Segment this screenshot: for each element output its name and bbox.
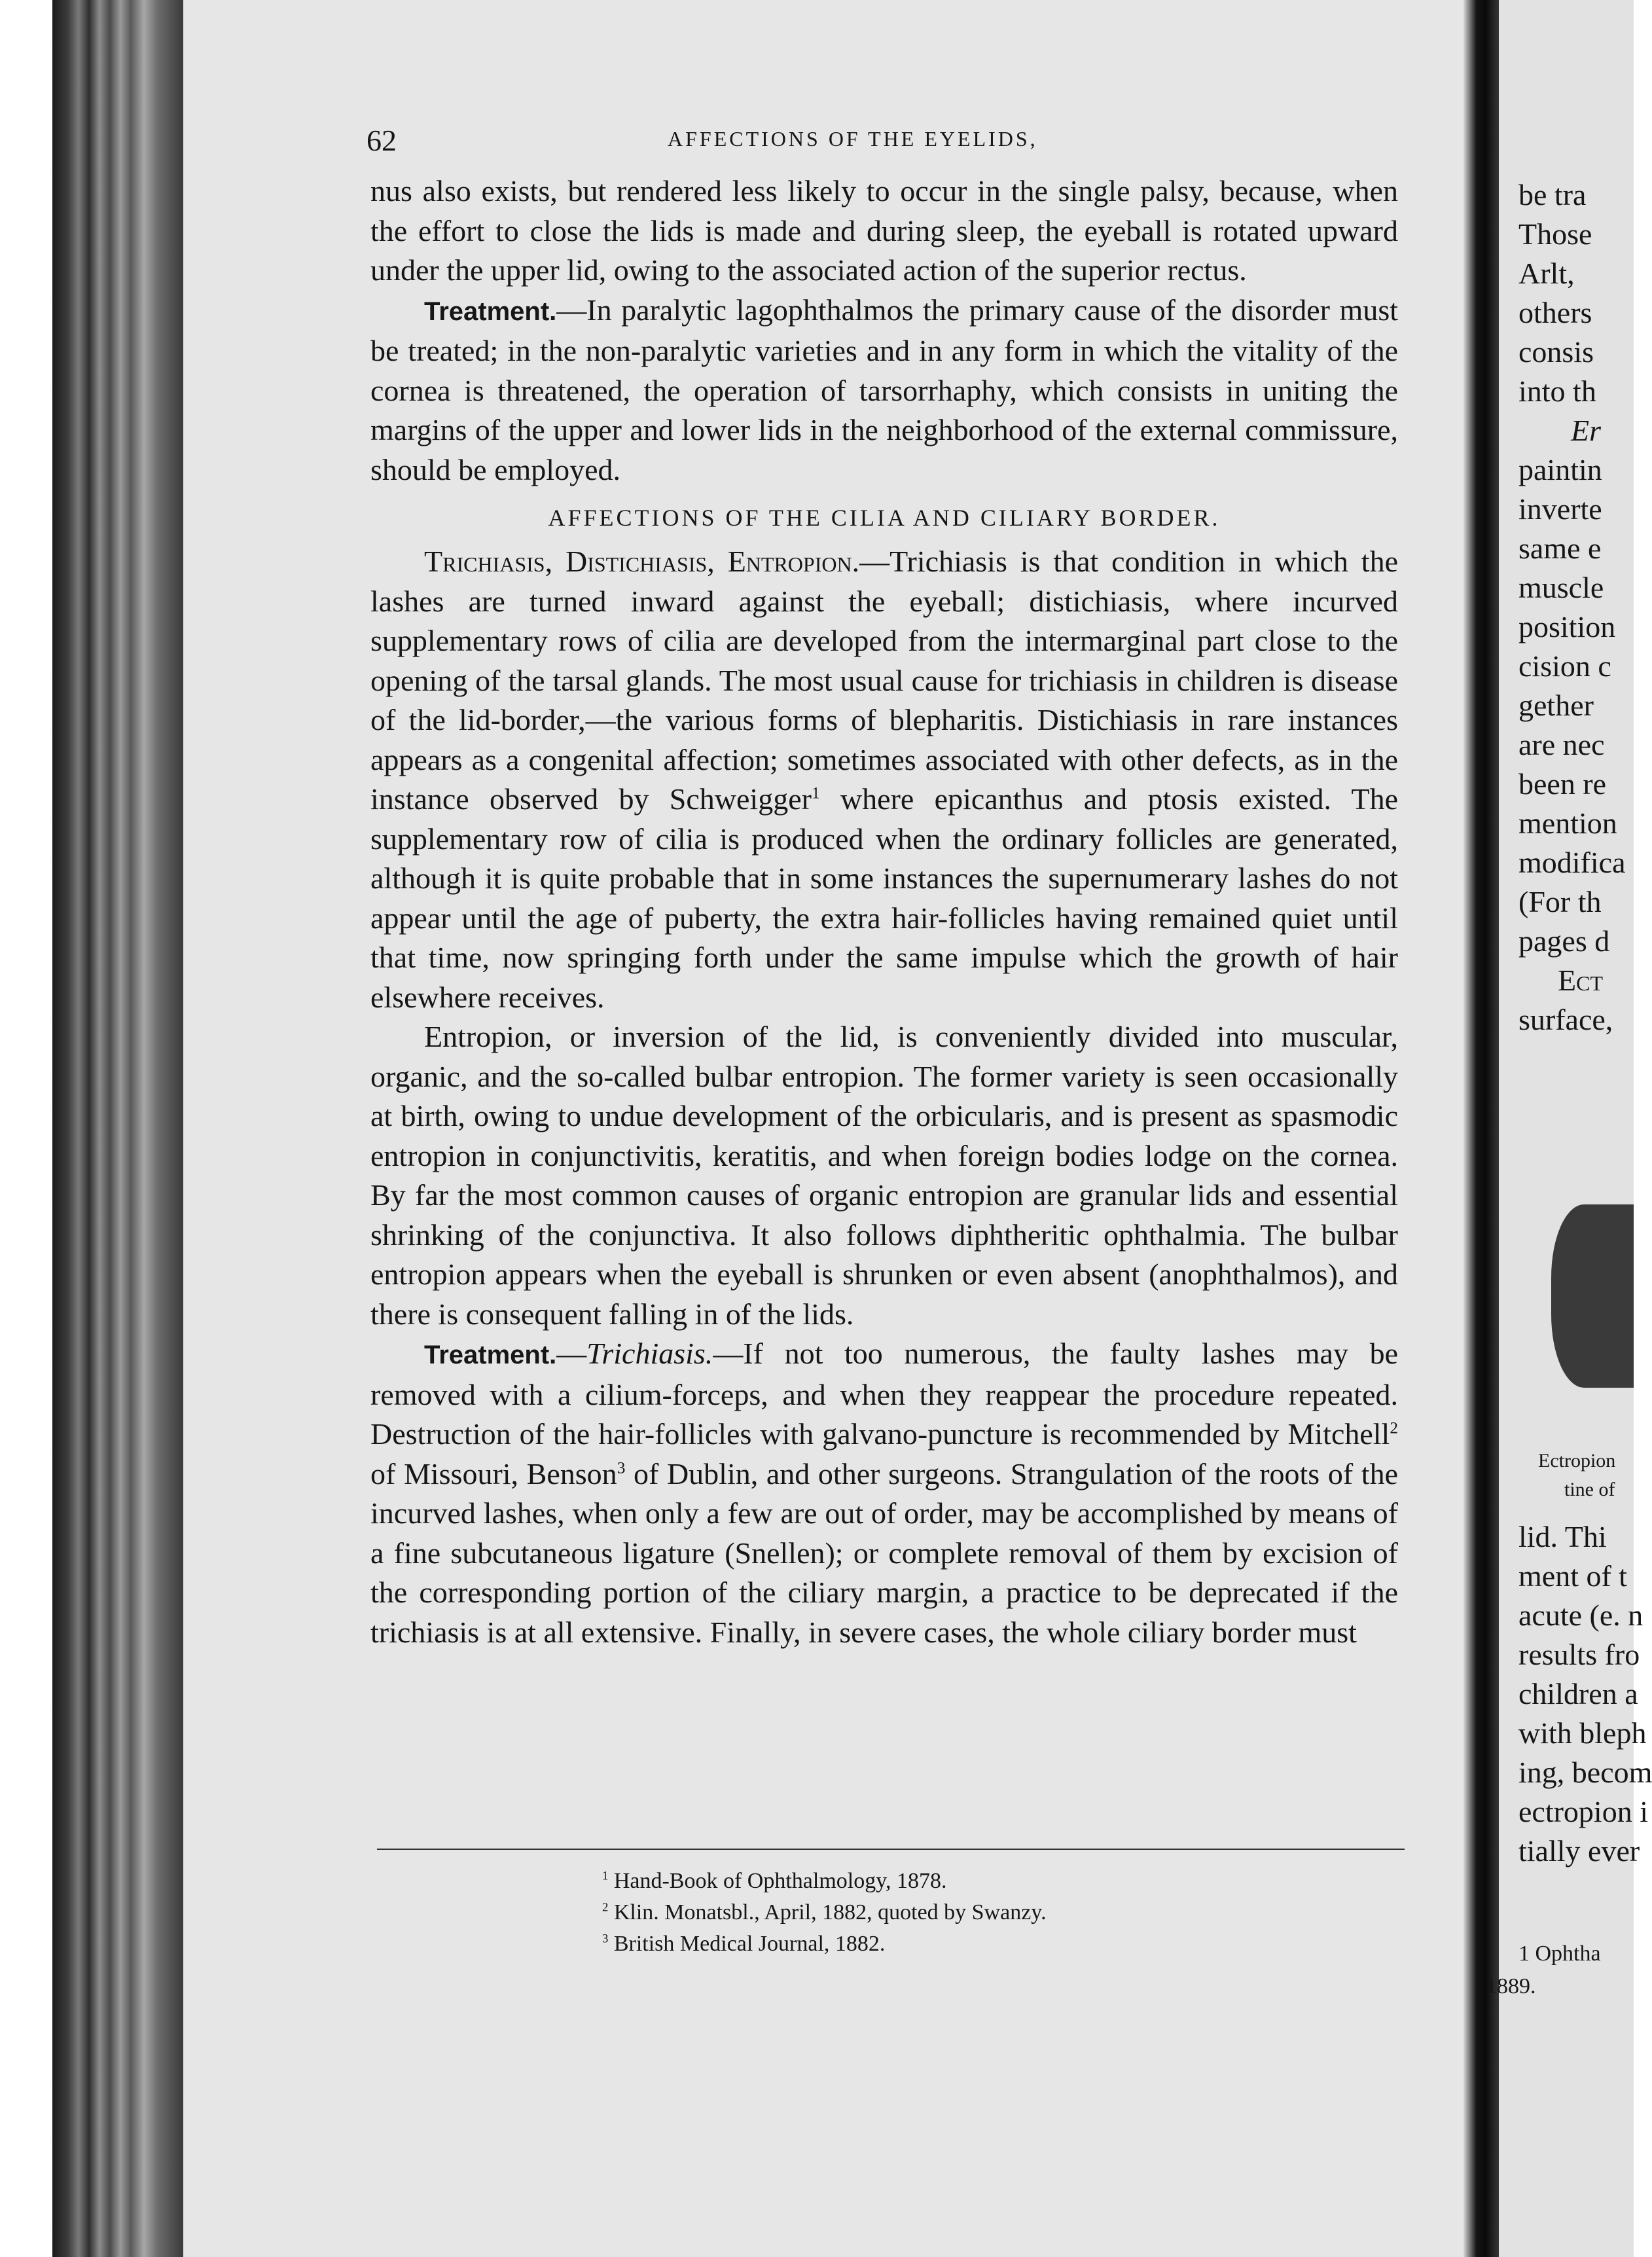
- paragraph-5-dash: —: [556, 1337, 587, 1370]
- section-heading: AFFECTIONS OF THE CILIA AND CILIARY BORDER.: [548, 505, 1221, 531]
- paragraph-5-text-c: of Dublin, and other surgeons. Strangulation of the roots of the incurved lashes, when only a few are out of order, may be accomplished by means of a fine subcutaneous ligature (Snellen); or complete removal of them by excision of the corresponding portion of the ciliary margin, a practice to be deprecated if the trichiasis is at all extensive. Finally, in severe cases, the whole ciliary border must: [370, 1456, 1398, 1649]
- treatment-label-2: Treatment.: [424, 1341, 557, 1369]
- main-text: [370, 172, 1398, 1652]
- running-head: [367, 123, 1401, 160]
- treatment-label: Treatment.: [424, 297, 557, 326]
- figure-caption-fragment: Ectropion tine of: [1538, 1450, 1616, 1500]
- paragraph-5-text-a: —If not too numerous, the faulty lashes may be removed with a cilium-forceps, and when they reappear the procedure repeated. Destruction of the hair-follicles with galvano-puncture is recommended by Mitchell: [370, 1337, 1398, 1451]
- paragraph-2-text: —In paralytic lagophthalmos the primary cause of the disorder must be treated; in the non-paralytic varieties and in any form in which the vitality of the cornea is threatened, the operation of tarsorrhaphy, which consists in uniting the margins of the upper and lower lids in the neighborhood of the external commissure, should be employed.: [370, 293, 1398, 486]
- footnote-2: $^2$ Klin. Monatsbl., April, 1882, quoted by Swanzy.: [602, 1900, 1047, 1924]
- paragraph-3: [370, 542, 1398, 1017]
- scan-margin: [0, 0, 58, 2257]
- trichiasis-italic: Trichiasis.: [586, 1337, 713, 1370]
- paragraph-3-text-b: where epicanthus and ptosis existed. The supplementary row of cilia is produced when the ordinary follicles are generated, although it is quite probable that in some instances the supernumerary lashes do not appear until the age of puberty, the extra hair-follicles having remained quiet until that time, now springing forth under the same impulse which the growth of hair elsewhere receives.: [370, 782, 1398, 1014]
- footnote-ref-1: 1: [811, 784, 820, 803]
- footnote-rule: [377, 1849, 1405, 1850]
- footnote-1: $^1$ Hand-Book of Ophthalmology, 1878.: [602, 1869, 947, 1893]
- footnote-3: $^3$ British Medical Journal, 1882.: [602, 1932, 886, 1956]
- book-gutter: [1463, 0, 1500, 2257]
- paragraph-1: nus also exists, but rendered less likely to occur in the single palsy, because, when the effort to close the lids is made and during sleep, the eyeball is rotated upward under the upper lid, owing to the associated action of the superior rectus.: [370, 174, 1398, 287]
- paragraph-2: [370, 291, 1398, 490]
- figure-fragment: [1551, 1204, 1634, 1388]
- footnote-ref-2: 2: [1390, 1418, 1398, 1437]
- right-page-text-bottom: lid. Thi ment of t acute (e. n results fro children a with bleph ing, becom ectropion i tially ever: [1518, 1520, 1652, 1868]
- right-page-text-top: be tra Those Arlt, others consis into th Er paintin inverte same e muscle position cision c gether are nec been re mention modifica (For th pages d Ect surface,: [1518, 178, 1626, 1036]
- paragraph-5: [370, 1334, 1398, 1652]
- footnote-ref-3: 3: [617, 1458, 626, 1477]
- running-title: AFFECTIONS OF THE EYELIDS,: [668, 127, 1038, 151]
- book-page-edges: [52, 0, 183, 2257]
- paragraph-5-text-b: of Missouri, Benson: [370, 1456, 617, 1490]
- paragraph-4: Entropion, or inversion of the lid, is conveniently divided into muscular, organic, and the so-called bulbar entropion. The former variety is seen occasionally at birth, owing to undue development of the orbicularis, and is present as spasmodic entropion in conjunctivitis, keratitis, and when foreign bodies lodge on the cornea. By far the most common causes of organic entropion are granular lids and essential shrinking of the conjunctiva. It also follows diphtheritic ophthalmia. The bulbar entropion appears when the eyeball is shrunken or even absent (anophthalmos), and there is consequent falling in of the lids.: [370, 1020, 1398, 1331]
- footnotes: [602, 1866, 1047, 1960]
- right-page-footnote: 1 Ophtha 1889.: [1486, 1941, 1601, 1998]
- page-number: 62: [367, 124, 397, 157]
- trichiasis-label: Trichiasis, Distichiasis, Entropion.: [424, 545, 860, 578]
- paragraph-3-text-a: —Trichiasis is that condition in which the lashes are turned inward against the eyeball; distichiasis, where incurved supplementary rows of cilia are developed from the intermarginal part close to the opening of the tarsal glands. The most usual cause for trichiasis in children is disease of the lid-border,—the various forms of blepharitis. Distichiasis in rare instances appears as a congenital affection; sometimes associated with other defects, as in the instance observed by Schweigger: [370, 545, 1398, 816]
